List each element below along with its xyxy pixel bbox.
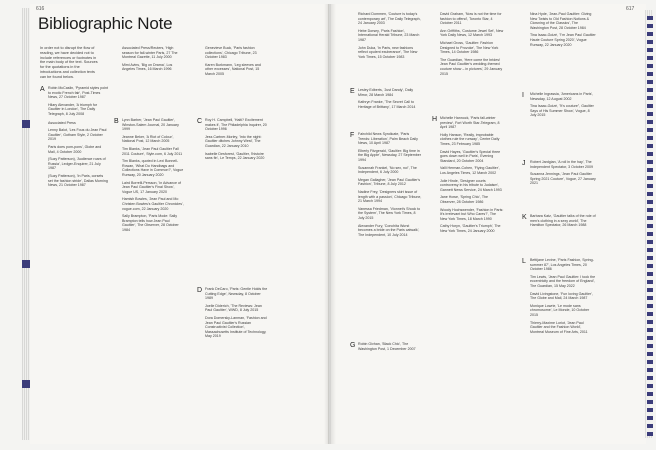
bib-entry: Woody Hochswender, 'Fashion in Paris: It's irrelevant but Who Cares?', The New York Times, 18 March 1990 bbox=[440, 207, 504, 221]
right-column-3-entries-k bbox=[530, 214, 596, 231]
section-letter-l: L bbox=[522, 258, 526, 265]
left-column-3-entries-d bbox=[205, 287, 269, 342]
section-letter-a: A bbox=[40, 86, 45, 93]
bib-entry: Isabelle Desforest, 'Gaultier, l'histoire sans fin', Le Temps, 22 January 2020 bbox=[205, 151, 265, 161]
bib-entry: Nadine Frey, 'Designers skirt issue of length with a passion', Chicago Tribune, 21 March 1994 bbox=[358, 189, 422, 204]
right-column-1-entries-f bbox=[358, 132, 422, 240]
bib-entry: Tim Lewis, 'Jean Paul Gaultier: I took the eccentricity and the freedom of England', The Guardian, 15 May 2022 bbox=[530, 274, 596, 288]
bib-entry: Hebe Dorsey, 'Paris Fashion', International Herald Tribune, 23 March 1987 bbox=[358, 28, 420, 42]
bib-entry: Jess Cartner-Morley, 'Into the night: Gaultier ditches Johnny West', The Guardian, 22 January 2010 bbox=[205, 134, 262, 148]
left-column-1 bbox=[40, 46, 102, 83]
section-letter-i: I bbox=[522, 92, 524, 99]
bib-entry: Robert Jardgian, 'A roll in the hay', The Independent Spectator, 3 October 2009 bbox=[530, 160, 593, 169]
bib-entry: Bettijane Levine, 'Paris Fashion, Spring-summer 87', Los Angeles Times, 20 October 1986 bbox=[530, 258, 594, 272]
bib-entry: John Duka, 'In Paris, new fashions reflect opulent exuberance', The New York Times, 15 October 1983 bbox=[358, 45, 418, 59]
bib-entry: Tim Blanks, 'Jean Paul Gaultier Fall 2011 Couture', Style.com, 6 July 2011 bbox=[122, 146, 183, 156]
bib-entry: Monique Lowrie, 'Le mode sans chromosome', Le Monde, 10 October 2015 bbox=[530, 303, 590, 317]
bib-entry: Robin Givhan, 'Black Chic', The Washington Post, 1 December 2007 bbox=[358, 342, 416, 351]
right-column-3 bbox=[530, 12, 596, 50]
bib-entry: Michelle Hannock, 'Paris fall-winter preview', Fort Worth Star-Telegram, 8 April 1987 bbox=[440, 116, 500, 130]
bib-entry: Nina Hyde, 'Jean-Paul Gaultier: Giving New Twists to Old Fashion Notions & Clowning of the Classics', The Washington Post, 28 October 1984 bbox=[530, 12, 592, 30]
bib-entry: Robin McCaslin, 'Pyramid styles point to exotic French fair', Post-Times News, 27 October 1987 bbox=[48, 86, 109, 100]
bib-entry: Susanna Jennings, 'Jean Paul Gaultier Spring 2021 Couture', Vogue, 27 January 2021 bbox=[530, 172, 596, 186]
bib-entry: Genevieve Buck, 'Paris fashion collections', Chicago Tribune, 23 October 1983 bbox=[205, 46, 257, 60]
bib-entry: Megan Gallagher, 'Jean Paul Gaultier's Fashion', Tribune, 8 July 2012 bbox=[358, 177, 421, 187]
book-gutter bbox=[324, 4, 336, 444]
bib-entry: Jane Howe, 'Spring Chic', The Observer, 28 October 1986 bbox=[440, 195, 489, 204]
bib-entry: Dora Domersky-Lanman, 'Fashion and Jean Paul Gaultier's Russian Constructivist Collection', Massachusetts Institute of Technology, May 2019 bbox=[205, 315, 267, 339]
section-letter-h: H bbox=[432, 116, 438, 123]
bib-entry: Hilary Alexander, 'A triumph for Gaultier in London', The Daily Telegraph, 8 July 2008 bbox=[48, 102, 98, 116]
bib-entry: Fairchild News Syndicate, 'Paris Trends: Liberation', Palm Beach Daily News, 10 April 1987 bbox=[358, 132, 418, 146]
bib-entry: David Graham, 'Now is not the time for fashion to offend', Toronto Star, 4 October 2011 bbox=[440, 12, 502, 26]
bib-entry: (Suzy Patterson), 'Audience roars of Russia', Ledger-Enquirer, 21 July 1987 bbox=[48, 157, 106, 171]
page-title: Bibliographic Note bbox=[38, 14, 173, 33]
bib-entry: David Livingstone, 'Fun loving Gaultier', The Globe and Mail, 24 March 1987 bbox=[530, 291, 593, 301]
bib-entry: Richard Dommen, 'Couture is today's contemporary art', The Daily Telegraph, 24 January 2003 bbox=[358, 12, 421, 26]
bib-entry: The Guardian, 'Here come the brides! Jean Paul Gaultier's wedding-themed couture show – in pictures', 29 January 2015 bbox=[440, 57, 503, 76]
bib-entry: Lenny Balot, 'Les Fous du Jean Paul Gaultier', Gotham Style, 2 October 2019 bbox=[48, 128, 107, 142]
section-letter-f: F bbox=[350, 132, 355, 139]
right-column-2 bbox=[440, 12, 504, 79]
bib-entry: (Suzy Patterson), 'In Paris, corsets set the fashion stride', Dallas Morning News, 21 October 1987 bbox=[48, 173, 108, 188]
bib-entry: Jeanne Beker, 'A Riot of Colour', National Post, 12 March 2005 bbox=[122, 134, 174, 144]
section-letter-e: E bbox=[350, 88, 355, 95]
right-column-3-entries-j bbox=[530, 160, 596, 189]
bib-entry: Mimi Avins, 'Big on Drama', Los Angeles Times, 16 March 1996 bbox=[122, 62, 173, 72]
bib-entry: Julie Hinde, 'Designer courts controversy in his tribute to Judaism', Gannett News Service, 24 March 1993 bbox=[440, 178, 502, 192]
right-column-1 bbox=[358, 12, 422, 62]
section-letter-c: C bbox=[197, 118, 203, 125]
bib-entry: Valli Herman-Cohen, 'Flying Gaultier', Los Angeles Times, 12 March 2002 bbox=[440, 166, 500, 175]
bib-entry: Roy H. Campbell, 'Haiti? Excitement makes it', The Philadelphia Inquirer, 20 October 1996 bbox=[205, 118, 267, 132]
bib-entry: Lesley Edberts, 'Just Dandy', Daily Mirror, 28 March 1984 bbox=[358, 88, 414, 97]
bib-entry: Vanessa Friedman, 'Vionnet's Shock to the System', The New York Times, 8 July 2015 bbox=[358, 206, 421, 220]
right-edge-tabs bbox=[647, 16, 653, 436]
left-folio: 616 bbox=[36, 6, 45, 12]
bib-entry: Tim Blanks, quoted in Lexi Bonnell-Rowan, 'What Do Handbags and Collections Have in Common?', Vogue Runway, 20 January 2020 bbox=[122, 159, 184, 177]
bib-entry: David Hayes, 'Gaultier's Special three goes down well in Paris', Evening Standard, 20 October 2004 bbox=[440, 149, 501, 163]
right-column-1-entries-e bbox=[358, 88, 422, 112]
bib-entry: Associated Press/Reuters, 'High season for fall-winter Paris, 27 The Montreal Gazette, 11 July 2000 bbox=[122, 46, 178, 60]
bib-entry: Kathryn Franke, 'The Secret Call to Heritage of Brittany', 17 March 2014 bbox=[358, 100, 416, 109]
bib-entry: Holly Hanson, 'Really, improbable clothes rule the runway', Centre Daily Times, 23 February 1985 bbox=[440, 132, 500, 146]
bib-entry: Thierry-Maxime Loriot, 'Jean Paul Gaultier and the Fashion World', Montreal Museum of Fine Arts, 2011 bbox=[530, 320, 588, 334]
section-letter-g: G bbox=[350, 342, 356, 349]
bib-subheading: Associated Press bbox=[48, 120, 76, 125]
bib-entry: Elberly Fitzgerald, 'Gaultier: Big time in the Big Apple', Newsday, 27 September 1994 bbox=[358, 148, 421, 162]
bib-entry: Susannah Frankel, 'No sex, no!', The Independent, 6 July 2000 bbox=[358, 165, 417, 175]
bib-entry: Michelle Ingrassia, 'Americans in Paris', Newsday, 12 August 2002 bbox=[530, 92, 594, 101]
bib-entry: Cathy Horyn, 'Gaultier's Triumph', The New York Times, 24 January 2000 bbox=[440, 224, 501, 233]
section-letter-j: J bbox=[522, 160, 526, 167]
bib-entry: Hamish Bowles, 'Jean Paul and Mo Christen Bowles's Gaultier Chronicles', vogue.com, 22 January 2020 bbox=[122, 197, 184, 211]
right-column-3-entries-l bbox=[530, 258, 596, 337]
section-letter-d: D bbox=[197, 287, 203, 294]
bib-entry: Michael Gross, 'Gaultier: Fashion Designed to Provoke', The New York Times, 14 October 1986 bbox=[440, 40, 499, 55]
bib-entry: Frank DeCaro, 'Paris: Gentle Holds the Cutting Edge', Newsday, 8 October 1989 bbox=[205, 287, 268, 301]
section-letter-k: K bbox=[522, 214, 527, 221]
left-column-3-entries-c bbox=[205, 118, 269, 164]
right-folio: 617 bbox=[626, 6, 635, 12]
right-column-1-entries-g bbox=[358, 342, 422, 354]
bib-entry: Laird Borrelli-Persson, 'In Advance of Jean Paul Gaultier's Final Show', Vogue US, 17 January 2020 bbox=[122, 180, 182, 194]
intro-text: In order not to disrupt the flow of reading, we have decided not to include references or footnotes in the main body of the text. Sources for the quotations in the introductions and collection texts can be found below. bbox=[40, 46, 98, 79]
bib-entry: Joelle Diderich, 'The Reviews: Jean Paul Gaultier', WWD, 8 July 2015 bbox=[205, 303, 262, 313]
bib-entry: Sally Brampton, 'Paris Mode: Sally Brampton tells how Jean Paul Gaultier', The Observer, 28 October 1984 bbox=[122, 214, 179, 232]
bib-entry: Tina Isaac-Goizé, ''I'm Jean Paul Gaultier Haute Couture Spring 2020', Vogue Runway, 22 January 2020 bbox=[530, 33, 596, 47]
bib-entry: Lynn Barber, 'Jean Paul Gaultier', Winston-Salem Journal, 20 January 1999 bbox=[122, 118, 179, 132]
left-column-2-entries bbox=[122, 118, 184, 235]
bib-entry: Karen Burkmann, 'Leg sleeves and other excesses', National Post, 15 March 2005 bbox=[205, 62, 261, 76]
left-column-1-entries bbox=[48, 86, 108, 191]
left-column-3 bbox=[205, 46, 269, 80]
section-letter-b: B bbox=[114, 118, 119, 125]
bib-entry: Paris does pom-pons', Globe and Mail, 4 October 2000 bbox=[48, 144, 102, 154]
left-column-2 bbox=[122, 46, 184, 75]
bib-entry: Tina Isaac-Goizé, ''It's couture'', Gaultier Says of His Summer Show', Vogue, 8 July 2015 bbox=[530, 104, 594, 118]
right-column-3-entries-i bbox=[530, 92, 596, 121]
bib-entry: Ann Griffiths, 'Costume Jewel Set', New York Daily News, 12 March 1993 bbox=[440, 28, 504, 38]
right-column-2-entries-h bbox=[440, 116, 504, 236]
bib-entry: Barbara Katz, 'Gaultier talks of the role of men's clothing in a sexy world', The Hamilton Spectator, 26 March 1988 bbox=[530, 214, 596, 228]
bib-entry: Alexander Fury, 'Conchita Wurst becomes a bride on the Paris catwalk', The Independent, 10 July 2014 bbox=[358, 223, 420, 237]
